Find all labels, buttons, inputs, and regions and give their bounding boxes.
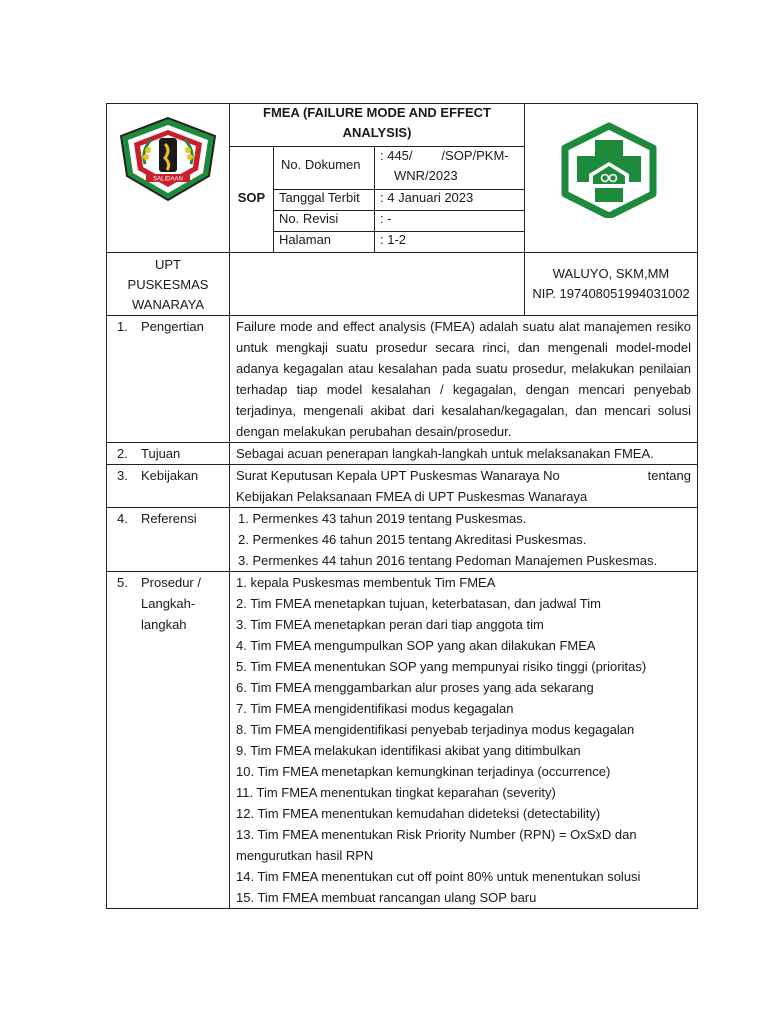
procedure-step: 5. Tim FMEA menentukan SOP yang mempunyai risiko tinggi (prioritas) — [236, 659, 647, 674]
procedure-step: 3. Tim FMEA menetapkan peran dari tiap anggota tim — [236, 617, 544, 632]
section-prosedur — [107, 572, 698, 909]
section-label: Pengertian — [141, 319, 204, 334]
signer-nip: NIP. 197408051994031002 — [532, 286, 690, 301]
procedure-step: 4. Tim FMEA mengumpulkan SOP yang akan dilakukan FMEA — [236, 638, 596, 653]
kebijakan-text-tentang: tentang — [647, 468, 691, 483]
tanggal-terbit-value: : 4 Januari 2023 — [380, 190, 474, 205]
halaman-value: : 1-2 — [380, 232, 407, 247]
section-label: Kebijakan — [141, 468, 199, 483]
sop-sections-table — [106, 315, 698, 909]
no-dokumen-value-line2: WNR/2023 — [394, 168, 458, 183]
section-kebijakan — [107, 465, 698, 508]
procedure-step: 15. Tim FMEA membuat rancangan ulang SOP baru — [236, 890, 537, 905]
puskesmas-logo — [559, 122, 659, 218]
section-number: 2. — [117, 446, 128, 461]
procedure-step: 11. Tim FMEA menentukan tingkat keparahan (severity) — [236, 785, 556, 800]
section-number: 5. — [117, 575, 128, 590]
procedure-step: 7. Tim FMEA mengidentifikasi modus kegagalan — [236, 701, 514, 716]
reference-item: 1. Permenkes 43 tahun 2019 tentang Puskesmas. — [238, 511, 527, 526]
emblem-ribbon-text: SALIDAAN — [153, 176, 183, 183]
procedure-step: 12. Tim FMEA menentukan kemudahan dideteksi (detectability) — [236, 806, 601, 821]
section-label-line2: Langkah- — [141, 596, 196, 611]
section-number: 1. — [117, 319, 128, 334]
section-number: 3. — [117, 468, 128, 483]
section-tujuan — [107, 443, 698, 465]
section-label-line1: Prosedur / — [141, 575, 201, 590]
procedure-step: 14. Tim FMEA menentukan cut off point 80% untuk menentukan solusi — [236, 869, 641, 884]
sop-header — [106, 103, 698, 316]
procedure-step: 1. kepala Puskesmas membentuk Tim FMEA — [236, 575, 496, 590]
halaman-label: Halaman — [279, 232, 332, 247]
procedure-step: 2. Tim FMEA menetapkan tujuan, keterbatasan, dan jadwal Tim — [236, 596, 601, 611]
organization-line1: UPT — [155, 257, 181, 272]
section-label-line3: langkah — [141, 617, 187, 632]
tujuan-text: Sebagai acuan penerapan langkah-langkah untuk melaksanakan FMEA. — [236, 446, 654, 461]
procedure-step: 10. Tim FMEA menetapkan kemungkinan terjadinya (occurrence) — [236, 764, 611, 779]
section-number: 4. — [117, 511, 128, 526]
signer-name: WALUYO, SKM,MM — [552, 266, 670, 281]
pengertian-text: Failure mode and effect analysis (FMEA) adalah suatu alat manajemen resiko untuk mengkaji suatu prosedur secara rinci, dan mengenali model-model adanya kegagalan atau kesalahan pada suatu prosedur, melakukan penilaian terhadap tiap model kesalahan / kegagalan, dengan mencari penyebab terjadinya, mengenali akibat dari kesalahan/kegagalan, dan mencari solusi dengan melakukan perubahan desain/prosedur. — [236, 319, 691, 439]
no-dokumen-label: No. Dokumen — [281, 157, 361, 172]
procedure-step: 8. Tim FMEA mengidentifikasi penyebab terjadinya modus kegagalan — [236, 722, 635, 737]
procedure-step: 13. Tim FMEA menentukan Risk Priority Number (RPN) = OxSxD dan mengurutkan hasil RPN — [236, 827, 637, 863]
no-dokumen-value-line1: : 445/ /SOP/PKM- — [380, 148, 509, 163]
sop-label: SOP — [237, 190, 266, 205]
section-pengertian — [107, 316, 698, 443]
reference-item: 3. Permenkes 44 tahun 2016 tentang Pedoman Manajemen Puskesmas. — [238, 553, 658, 568]
procedure-step: 9. Tim FMEA melakukan identifikasi akibat yang ditimbulkan — [236, 743, 581, 758]
section-label: Referensi — [141, 511, 197, 526]
kebijakan-text-line2: Kebijakan Pelaksanaan FMEA di UPT Puskesmas Wanaraya — [236, 489, 588, 504]
reference-item: 2. Permenkes 46 tahun 2015 tentang Akreditasi Puskesmas. — [238, 532, 587, 547]
document-title-line2: ANALYSIS) — [342, 125, 412, 140]
section-referensi — [107, 508, 698, 572]
procedure-step: 6. Tim FMEA menggambarkan alur proses yang ada sekarang — [236, 680, 594, 695]
organization-line2: PUSKESMAS — [127, 277, 209, 292]
no-revisi-value: : - — [380, 211, 392, 226]
document-title-line1: FMEA (FAILURE MODE AND EFFECT — [263, 105, 491, 120]
regency-emblem-logo — [115, 114, 221, 204]
tanggal-terbit-label: Tanggal Terbit — [279, 190, 360, 205]
sop-document — [106, 103, 698, 909]
organization-line3: WANARAYA — [132, 297, 204, 312]
kebijakan-text-line1: Surat Keputusan Kepala UPT Puskesmas Wanaraya No — [236, 468, 560, 483]
no-revisi-label: No. Revisi — [279, 211, 339, 226]
section-label: Tujuan — [141, 446, 181, 461]
